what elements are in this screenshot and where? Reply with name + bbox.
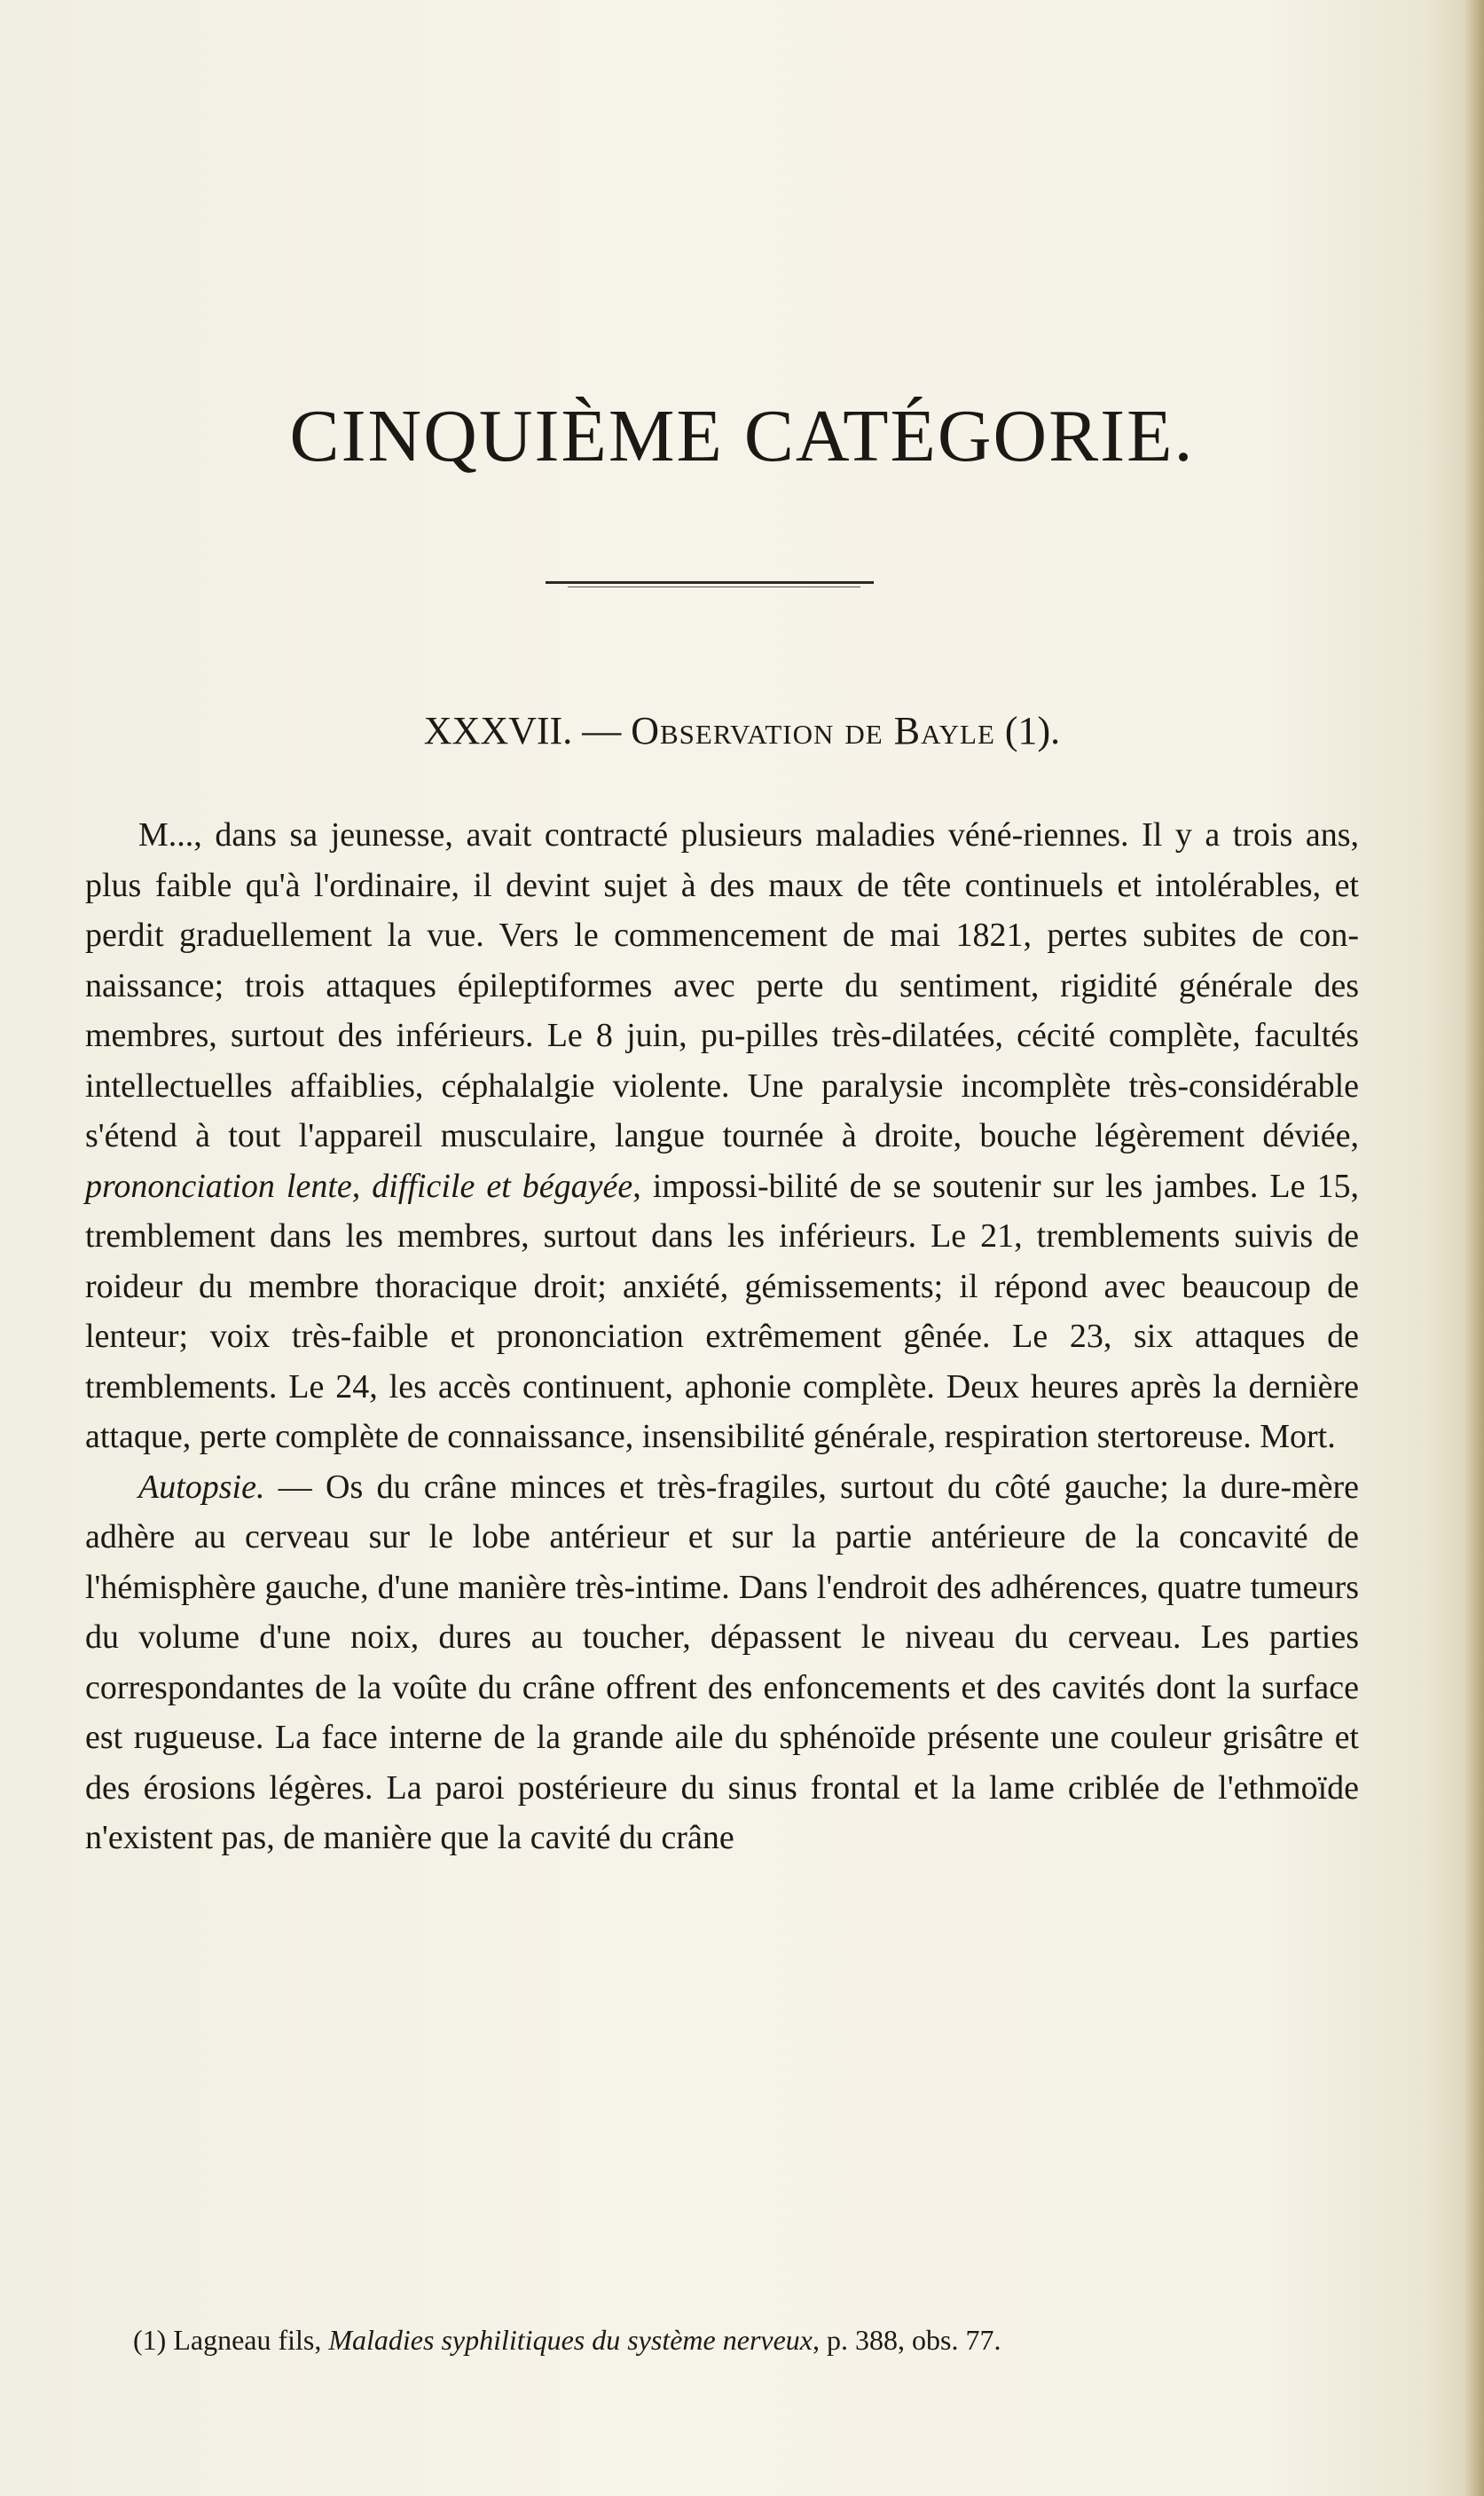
paragraph1-italic: prononciation lente, difficile et bégayée xyxy=(85,1167,633,1205)
autopsy-label: Autopsie. xyxy=(138,1468,265,1506)
observation-heading xyxy=(0,709,1484,752)
observation-note-ref: (1). xyxy=(1004,709,1061,752)
observation-number: XXXVII. — xyxy=(423,709,622,752)
page-edge-shadow xyxy=(1464,0,1484,2496)
observation-label: Observation de Bayle xyxy=(631,709,995,752)
body-text xyxy=(85,810,1359,1863)
footnote-suffix: , p. 388, obs. 77. xyxy=(813,2324,1001,2356)
paragraph1-part2: , impossi-bilité de se soutenir sur les jambes. Le 15, tremblement dans les membres, surtout dans les inférieurs. Le 21, tremblements suivis de roideur du membre thoracique droit; anxiété, gémissements; il répond avec beaucoup de lenteur; voix très-faible et prononciation extrêmement gênée. Le 23, six attaques de tremblements. Le 24, les accès continuent, aphonie complète. Deux heures après la dernière attaque, perte complète de connaissance, insensibilité générale, respiration stertoreuse. Mort. xyxy=(85,1167,1359,1455)
title-rule xyxy=(546,581,874,584)
paragraph-autopsy xyxy=(85,1462,1359,1863)
footnote-prefix: (1) Lagneau fils, xyxy=(133,2324,329,2356)
footnote xyxy=(133,2323,1375,2357)
chapter-title: CINQUIÈME CATÉGORIE. xyxy=(289,395,1195,477)
paragraph-case-history xyxy=(85,810,1359,1462)
autopsy-text: — Os du crâne minces et très-fragiles, surtout du côté gauche; la dure-mère adhère au cerveau sur le lobe antérieur et sur la partie antérieure de la concavité de l'hémisphère gauche, d'une manière très-intime. Dans l'endroit des adhérences, quatre tumeurs du volume d'une noix, dures au toucher, dépassent le niveau du cerveau. Les parties correspondantes de la voûte du crâne offrent des enfoncements et des cavités dont la surface est rugueuse. La face interne de la grande aile du sphénoïde présente une couleur grisâtre et des érosions légères. La paroi postérieure du sinus frontal et la lame criblée de l'ethmoïde n'existent pas, de manière que la cavité du crâne xyxy=(85,1468,1359,1856)
paragraph1-part1: M..., dans sa jeunesse, avait contracté plusieurs maladies véné-riennes. Il y a trois ans, plus faible qu'à l'ordinaire, il devint sujet à des maux de tête continuels et intolérables, et perdit graduellement la vue. Vers le commencement de mai 1821, pertes subites de con-naissance; trois attaques épileptiformes avec perte du sentiment, rigidité générale des membres, surtout des inférieurs. Le 8 juin, pu-pilles très-dilatées, cécité complète, facultés intellectuelles affaiblies, céphalalgie violente. Une paralysie incomplète très-considérable s'étend à tout l'appareil musculaire, langue tournée à droite, bouche légèrement déviée, xyxy=(85,816,1359,1154)
footnote-work-title: Maladies syphilitiques du système nerveux xyxy=(328,2324,813,2356)
